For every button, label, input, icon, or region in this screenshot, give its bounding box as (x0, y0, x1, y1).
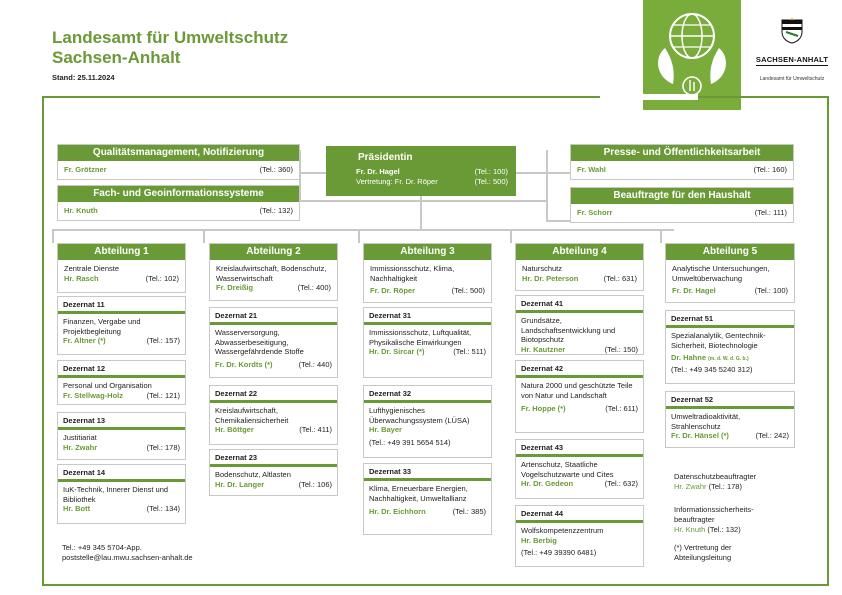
abteilung-1-tel: (Tel.: 102) (145, 273, 179, 283)
dezernat-23-tel: (Tel.: 106) (298, 479, 332, 489)
dezernat-51-tel: (Tel.: +49 345 5240 312) (671, 364, 753, 374)
state-logo (752, 18, 832, 88)
dezernat-11-tel: (Tel.: 157) (146, 336, 180, 346)
dezernat-13-person: Hr. Zwahr (63, 442, 98, 452)
dezernat-41-tel: (Tel.: 150) (604, 344, 638, 354)
dezernat-32-title: Dezernat 32 (364, 386, 491, 403)
infosec-note (674, 505, 754, 535)
connector (546, 150, 548, 222)
dezernat-51-desc: Spezialanalytik, Gentechnik-Sicherheit, Biotechnologie (671, 331, 766, 350)
presse-title: Presse- und Öffentlichkeitsarbeit (571, 145, 793, 161)
presse-person: Fr. Wahl (577, 165, 606, 174)
dezernat-12-person: Fr. Stellwag-Holz (63, 390, 124, 400)
dezernat-13-title: Dezernat 13 (58, 413, 185, 430)
dezernat-13-desc: Justitiariat (63, 433, 97, 442)
dezernat-43-box (515, 439, 644, 499)
connector (420, 196, 422, 230)
dezernat-21-person: Fr. Dr. Kordts (*) (215, 359, 273, 369)
dezernat-12-tel: (Tel.: 121) (146, 390, 180, 400)
abteilung-5-person: Fr. Dr. Hagel (672, 286, 716, 296)
dezernat-11-box (57, 296, 186, 355)
geo-tel: (Tel.: 132) (259, 206, 293, 215)
haushalt-title: Beauftragte für den Haushalt (571, 188, 793, 204)
dezernat-21-box (209, 307, 338, 378)
connector (300, 172, 326, 174)
dezernat-33-person: Hr. Dr. Eichhorn (369, 507, 426, 517)
abteilung-4-box (515, 243, 644, 291)
dezernat-14-desc: IuK-Technik, Innerer Dienst und Bibliothek (63, 485, 169, 504)
abteilung-2-tel: (Tel.: 400) (297, 283, 331, 293)
abteilung-4-tel: (Tel.: 631) (603, 273, 637, 283)
dezernat-14-tel: (Tel.: 134) (146, 504, 180, 514)
dezernat-42-person: Fr. Hoppe (*) (521, 404, 566, 414)
qm-tel: (Tel.: 360) (259, 165, 293, 174)
contact-tel: Tel.: +49 345 5704-App. (62, 543, 142, 552)
abteilung-2-title: Abteilung 2 (210, 244, 337, 260)
abteilung-1-desc: Zentrale Dienste (64, 264, 120, 273)
dezernat-43-tel: (Tel.: 632) (604, 479, 638, 489)
infosec-title-2: beauftragter (674, 515, 715, 524)
dezernat-31-box (363, 307, 492, 378)
dezernat-41-title: Dezernat 41 (516, 296, 643, 313)
dezernat-32-person: Hr. Bayer (369, 425, 402, 435)
presse-box (570, 144, 794, 180)
infosec-person: Hr. Knuth (674, 525, 706, 534)
dezernat-14-title: Dezernat 14 (58, 465, 185, 482)
contact-email[interactable]: poststelle@lau.mwu.sachsen-anhalt.de (62, 553, 193, 562)
dezernat-14-box (57, 464, 186, 524)
infosec-title-1: Informationssicherheits- (674, 505, 754, 514)
dezernat-44-tel: (Tel.: +49 39390 6481) (521, 548, 597, 558)
dezernat-12-box (57, 360, 186, 405)
dezernat-33-box (363, 463, 492, 535)
abteilung-5-box (665, 243, 795, 303)
presse-tel: (Tel.: 160) (753, 165, 787, 174)
geo-person: Hr. Knuth (64, 206, 98, 215)
dezernat-11-title: Dezernat 11 (58, 297, 185, 314)
dezernat-32-box (363, 385, 492, 458)
dezernat-31-tel: (Tel.: 511) (453, 347, 486, 357)
state-subtitle: Landesamt für Umweltschutz (759, 76, 825, 82)
dezernat-21-desc: Wasserversorgung, Abwasserbeseitigung, Wassergefährdende Stoffe (215, 328, 304, 357)
abteilung-1-box (57, 243, 186, 293)
abteilung-2-box (209, 243, 338, 301)
infosec-tel: (Tel.: 132) (707, 525, 741, 534)
dezernat-41-person: Hr. Kautzner (521, 344, 566, 354)
qm-box (57, 144, 300, 180)
dezernat-13-tel: (Tel.: 178) (146, 442, 180, 452)
datenschutz-tel: (Tel.: 178) (708, 482, 742, 491)
title-line-2: Sachsen-Anhalt (52, 48, 181, 67)
dezernat-44-box (515, 505, 644, 567)
abteilung-5-tel: (Tel.: 100) (754, 286, 788, 296)
connector (358, 229, 360, 243)
dezernat-44-desc: Wolfskompetenzzentrum (521, 526, 604, 535)
dezernat-51-person-suffix: (m. d. W. d. G. b.) (708, 356, 749, 363)
connector (52, 229, 54, 243)
abteilung-4-title: Abteilung 4 (516, 244, 643, 260)
dezernat-11-desc: Finanzen, Vergabe und Projektbegleitung (63, 317, 141, 336)
dezernat-41-desc: Grundsätze, Landschaftsentwicklung und Biotopschutz (521, 316, 616, 345)
dezernat-12-desc: Personal und Organisation (63, 381, 152, 390)
dezernat-33-desc: Klima, Erneuerbare Energien, Nachhaltigkeit, Umweltallianz (369, 484, 468, 503)
connector (546, 220, 570, 222)
connector (516, 172, 570, 174)
dezernat-12-title: Dezernat 12 (58, 361, 185, 378)
connector (203, 229, 205, 243)
praesidentin-title: Präsidentin (358, 152, 413, 163)
dezernat-52-desc: Umweltradioaktivität, Strahlenschutz (671, 412, 741, 431)
dezernat-42-desc: Natura 2000 und geschützte Teile von Natur und Landschaft (521, 381, 633, 400)
geo-title: Fach- und Geoinformationssysteme (58, 186, 299, 202)
dezernat-32-tel: (Tel.: +49 391 5654 514) (369, 437, 451, 447)
connector (510, 229, 512, 243)
geo-box (57, 185, 300, 221)
coat-of-arms-icon (780, 18, 804, 44)
abteilung-2-person: Fr. Dreißig (216, 283, 254, 293)
dezernat-32-desc: Lufthygienisches Überwachungssystem (LÜSA) (369, 406, 470, 425)
dezernat-51-box (665, 310, 795, 384)
contact-info (62, 543, 193, 563)
abteilung-3-box (363, 243, 492, 303)
title-line-1: Landesamt für Umweltschutz (52, 28, 289, 47)
connector (52, 229, 674, 231)
dezernat-51-title: Dezernat 51 (666, 311, 794, 328)
dezernat-23-person: Hr. Dr. Langer (215, 479, 265, 489)
abteilung-4-desc: Naturschutz (522, 264, 563, 273)
dezernat-22-box (209, 385, 338, 445)
dezernat-14-person: Hr. Bott (63, 504, 91, 514)
dezernat-52-tel: (Tel.: 242) (755, 431, 789, 441)
qm-person: Fr. Grötzner (64, 165, 107, 174)
dezernat-22-title: Dezernat 22 (210, 386, 337, 403)
abteilung-1-title: Abteilung 1 (58, 244, 185, 260)
haushalt-box (570, 187, 794, 223)
vertretung-line-1: (*) Vertretung der (674, 543, 732, 552)
vertretung-note (674, 543, 732, 563)
dezernat-41-box (515, 295, 644, 355)
dezernat-21-tel: (Tel.: 440) (298, 359, 332, 369)
dezernat-31-desc: Immissionsschutz, Luftqualität, Physikalische Einwirkungen (369, 328, 472, 347)
dezernat-11-person: Fr. Altner (*) (63, 336, 106, 346)
organization-title (52, 28, 288, 68)
dezernat-23-desc: Bodenschutz, Altlasten (215, 470, 291, 479)
dezernat-33-title: Dezernat 33 (364, 464, 491, 481)
dezernat-42-title: Dezernat 42 (516, 361, 643, 378)
abteilung-2-desc: Kreislaufwirtschaft, Bodenschutz, Wasserwirtschaft (216, 264, 327, 283)
state-name: SACHSEN-ANHALT (755, 55, 829, 64)
abteilung-1-person: Hr. Rasch (64, 273, 99, 283)
datenschutz-person: Hr. Zwahr (674, 482, 707, 491)
dezernat-51-person: Dr. Hahne (671, 353, 707, 363)
haushalt-tel: (Tel.: 111) (754, 208, 787, 217)
dezernat-44-title: Dezernat 44 (516, 506, 643, 523)
dezernat-31-person: Hr. Dr. Sircar (*) (369, 347, 425, 357)
dezernat-31-title: Dezernat 31 (364, 308, 491, 325)
dezernat-44-person: Hr. Berbig (521, 535, 557, 545)
dezernat-23-box (209, 449, 338, 496)
dezernat-33-tel: (Tel.: 385) (452, 507, 486, 517)
abteilung-5-desc: Analytische Untersuchungen, Umweltüberwachung (672, 264, 770, 283)
datenschutz-title: Datenschutzbeauftragter (674, 472, 757, 481)
dezernat-52-title: Dezernat 52 (666, 392, 794, 409)
dezernat-13-box (57, 412, 186, 460)
abteilung-4-person: Hr. Dr. Peterson (522, 273, 579, 283)
dezernat-43-desc: Artenschutz, Staatliche Vogelschutzwarte und Cites (521, 460, 614, 479)
datenschutz-note (674, 472, 756, 492)
abteilung-5-title: Abteilung 5 (666, 244, 794, 260)
dezernat-21-title: Dezernat 21 (210, 308, 337, 325)
dezernat-43-title: Dezernat 43 (516, 440, 643, 457)
abteilung-3-tel: (Tel.: 500) (451, 286, 485, 296)
dezernat-42-tel: (Tel.: 611) (605, 404, 638, 414)
qm-title: Qualitätsmanagement, Notifizierung (58, 145, 299, 161)
praesidentin-box (326, 146, 516, 196)
stand-date: Stand: 25.11.2024 (52, 73, 115, 82)
haushalt-person: Fr. Schorr (577, 208, 613, 217)
abteilung-3-person: Fr. Dr. Röper (370, 286, 416, 296)
abteilung-3-title: Abteilung 3 (364, 244, 491, 260)
dezernat-22-person: Hr. Böttger (215, 425, 254, 435)
abteilung-3-desc: Immissionsschutz, Klima, Nachhaltigkeit (370, 264, 455, 283)
dezernat-52-person: Fr. Dr. Hänsel (*) (671, 431, 729, 441)
dezernat-42-box (515, 360, 644, 433)
vertretung-line-2: Abteilungsleitung (674, 553, 732, 562)
dezernat-52-box (665, 391, 795, 448)
praesidentin-vertretung-tel: (Tel.: 500) (474, 177, 508, 186)
dezernat-22-desc: Kreislaufwirtschaft, Chemikaliensicherheit (215, 406, 289, 425)
dezernat-43-person: Hr. Dr. Gedeon (521, 479, 574, 489)
praesidentin-tel: (Tel.: 100) (474, 167, 508, 176)
dezernat-22-tel: (Tel.: 411) (299, 425, 332, 435)
praesidentin-person: Fr. Dr. Hagel (356, 167, 400, 176)
dezernat-23-title: Dezernat 23 (210, 450, 337, 467)
connector (660, 229, 662, 243)
connector (300, 200, 547, 202)
praesidentin-vertretung: Vertretung: Fr. Dr. Röper (356, 177, 438, 186)
